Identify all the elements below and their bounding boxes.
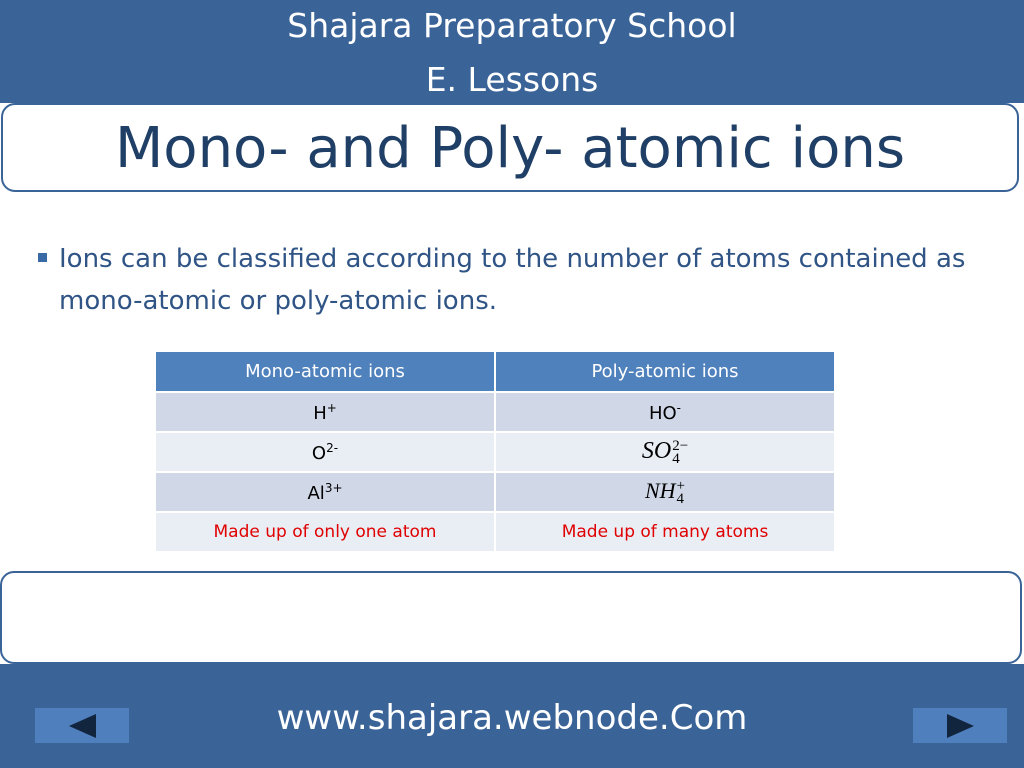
- ion-charge: 2−: [672, 438, 689, 454]
- square-bullet-icon: [38, 253, 47, 262]
- ion-base: Al: [307, 482, 325, 504]
- ion-subscript: 4: [672, 451, 680, 467]
- poly-summary-cell: Made up of many atoms: [495, 512, 835, 552]
- title-box: [1, 103, 1019, 192]
- header-mono: Mono-atomic ions: [155, 351, 495, 392]
- ion-base: H: [313, 402, 327, 424]
- section-name: E. Lessons: [425, 60, 599, 99]
- ion-charge: +: [326, 400, 337, 415]
- table-row: [155, 392, 835, 432]
- table-row: [155, 472, 835, 512]
- ion-charge: 3+: [324, 480, 343, 495]
- footer-bar: [0, 664, 1024, 768]
- ion-sub-sup: [672, 440, 688, 466]
- table-row: [155, 512, 835, 552]
- ion-base: SO: [641, 438, 672, 464]
- right-arrow-icon: [947, 714, 974, 738]
- mono-ion-cell: [155, 432, 495, 472]
- website-url[interactable]: www.shajara.webnode.Com: [276, 698, 748, 738]
- poly-ion-cell: [495, 392, 835, 432]
- ion-charge: -: [676, 400, 682, 415]
- ion-subscript: 4: [676, 491, 685, 507]
- mono-ion-cell: [155, 472, 495, 512]
- bullet-text: Ions can be classified according to the number of atoms contained as mono-atomic or poly-atomic ions.: [59, 244, 966, 316]
- ion-base: HO: [648, 402, 677, 424]
- header-bar: [0, 0, 1024, 103]
- slide-title: Mono- and Poly- atomic ions: [114, 116, 905, 181]
- school-name: Shajara Preparatory School: [287, 6, 737, 45]
- mono-summary-cell: Made up of only one atom: [155, 512, 495, 552]
- ions-table: [154, 350, 836, 553]
- next-slide-button[interactable]: [913, 708, 1007, 743]
- ion-charge: 2-: [326, 440, 339, 455]
- table-row: [155, 432, 835, 472]
- ion-base: NH: [644, 478, 676, 503]
- notes-box: [0, 571, 1022, 664]
- ion-charge: +: [676, 478, 686, 494]
- mono-ion-cell: [155, 392, 495, 432]
- ion-sub-sup: [677, 480, 685, 506]
- ion-base: O: [311, 442, 327, 464]
- header-poly: Poly-atomic ions: [495, 351, 835, 392]
- poly-ion-cell: [495, 432, 835, 472]
- poly-ion-cell: [495, 472, 835, 512]
- table-header-row: [155, 351, 835, 392]
